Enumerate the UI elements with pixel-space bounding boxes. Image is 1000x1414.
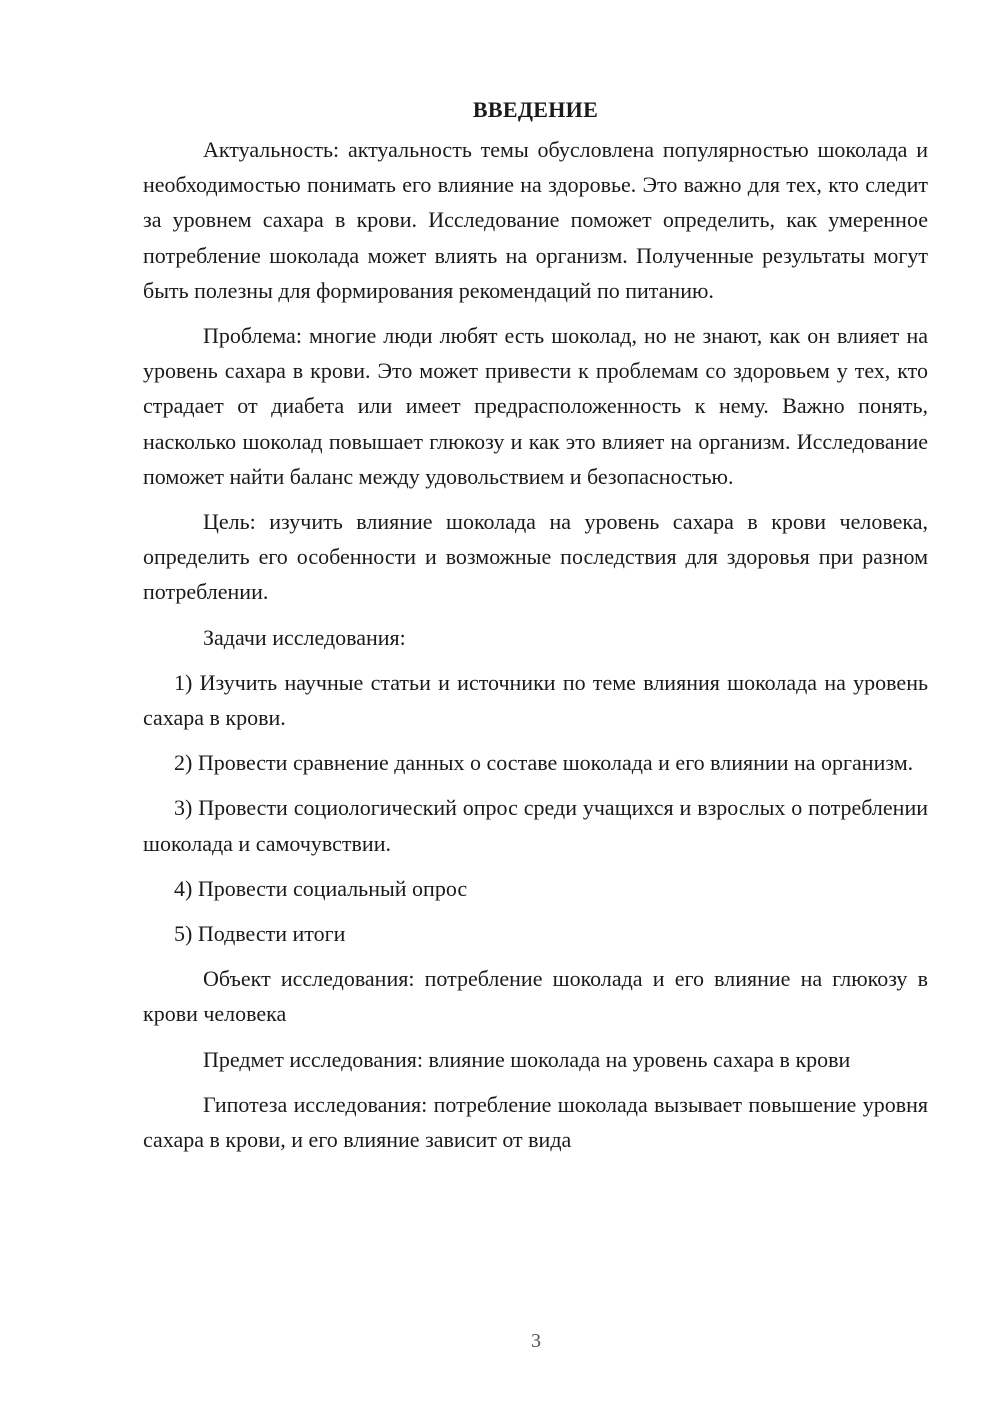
task-item: 5) Подвести итоги — [174, 921, 346, 947]
paragraph-goal: Цель: изучить влияние шоколада на уровень сахара в крови человека, определить его особенности и возможные последствия для здоровья при разном потреблении. — [143, 509, 928, 605]
paragraph-subject: Предмет исследования: влияние шоколада на уровень сахара в крови — [203, 1046, 851, 1072]
section-title: ВВЕДЕНИЕ — [472, 97, 599, 122]
tasks-heading: Задачи исследования: — [203, 624, 406, 650]
task-item: 2) Провести сравнение данных о составе шоколада и его влиянии на организм. — [174, 750, 914, 776]
paragraph-problem: Проблема: многие люди любят есть шоколад, но не знают, как он влияет на уровень сахара в крови. Это может привести к проблемам со здоровьем у тех, кто страдает от диабета или имеет предрасположенность к нему. Важно понять, насколько шоколад повышает глюкозу и как это влияет на организм. Исследование поможет найти баланс между удовольствием и безопасностью. — [143, 323, 928, 489]
paragraph-hypothesis: Гипотеза исследования: потребление шоколада вызывает повышение уровня сахара в крови, и его влияние зависит от вида — [143, 1091, 928, 1153]
page-number: 3 — [531, 1330, 541, 1352]
task-item: 4) Провести социальный опрос — [174, 875, 468, 901]
task-item: 1) Изучить научные статьи и источники по теме влияния шоколада на уровень сахара в крови. — [143, 669, 928, 731]
document-page — [143, 92, 928, 1167]
paragraph-relevance: Актуальность: актуальность темы обусловлена популярностью шоколада и необходимостью понимать его влияние на здоровье. Это важно для тех, кто следит за уровнем сахара в крови. Исследование поможет определить, как умеренное потребление шоколада может влиять на организм. Полученные результаты могут быть полезны для формирования рекомендаций по питанию. — [143, 137, 928, 303]
task-item: 3) Провести социологический опрос среди учащихся и взрослых о потреблении шоколада и самочувствии. — [143, 795, 928, 856]
paragraph-object: Объект исследования: потребление шоколада и его влияние на глюкозу в крови человека — [143, 966, 928, 1027]
